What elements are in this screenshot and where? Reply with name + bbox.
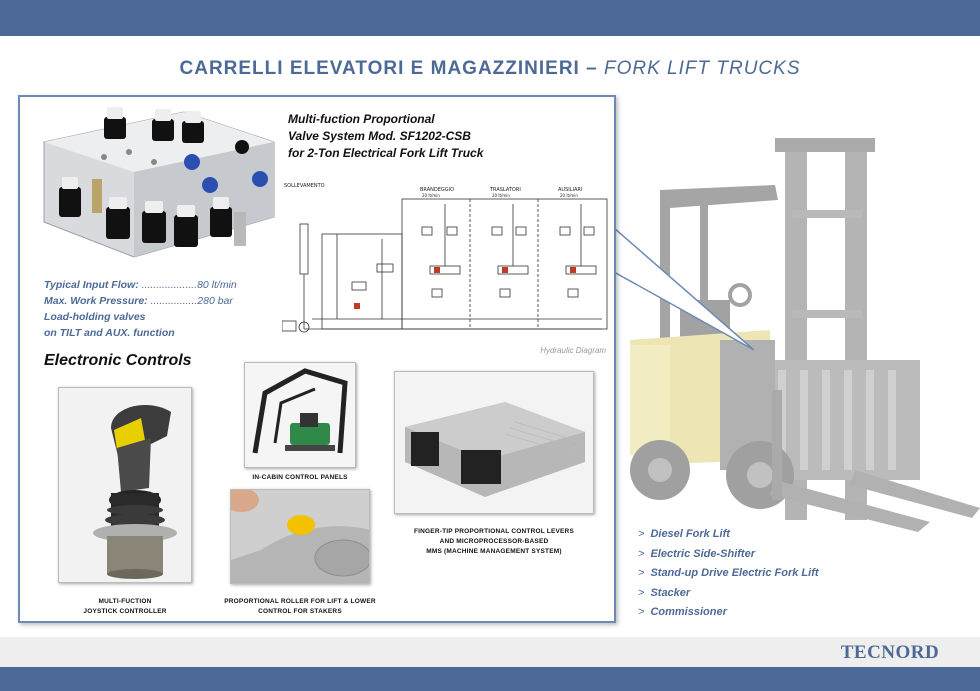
spec-pressure (44, 293, 294, 309)
roller-image (231, 490, 370, 584)
valve-system-title (288, 111, 608, 162)
application-item (638, 603, 958, 623)
brand-logo: TECNORD (840, 642, 940, 663)
diagram-label: SOLLEVAMENTO (284, 183, 325, 189)
feature-text: Load-holding valves (44, 311, 146, 323)
spec-flow (44, 277, 294, 293)
spec-dots: ................... (138, 279, 198, 291)
application-label: Electric Side-Shifter (650, 547, 755, 560)
mms-image (395, 372, 594, 514)
callout-pointer (614, 228, 754, 358)
valve-specs (44, 277, 294, 341)
joystick-caption (58, 597, 192, 617)
bullet-marker: > (638, 547, 645, 560)
caption-line: CONTROL FOR STAKERS (258, 608, 342, 615)
hydraulic-diagram (282, 179, 610, 349)
applications-list (638, 525, 958, 623)
cabin-panel-image (245, 363, 356, 468)
application-item (638, 584, 958, 604)
application-label: Stacker (650, 586, 691, 599)
application-item (638, 525, 958, 545)
page-title (0, 58, 980, 80)
mms-photo (394, 371, 594, 514)
application-label: Stand-up Drive Electric Fork Lift (650, 567, 819, 579)
title-main: CARRELLI ELEVATORI E MAGAZZINIERI (179, 58, 580, 79)
title-sub: FORK LIFT TRUCKS (603, 58, 801, 79)
spec-value: 80 lt/min (197, 279, 237, 291)
application-item (638, 564, 958, 584)
caption-line: PROPORTIONAL ROLLER FOR LIFT & LOWER (224, 598, 376, 605)
caption-line: IN-CABIN CONTROL PANELS (252, 474, 348, 481)
spec-dots: ................ (147, 295, 198, 307)
top-banner (0, 0, 980, 36)
mms-caption (384, 527, 604, 557)
caption-line: AND MICROPROCESSOR-BASED (439, 538, 549, 545)
title-line: for 2-Ton Electrical Fork Lift Truck (288, 146, 484, 160)
caption-line: MMS (MACHINE MANAGEMENT SYSTEM) (426, 548, 562, 555)
product-panel (18, 95, 616, 623)
bullet-marker: > (638, 606, 645, 618)
feature-line (44, 325, 294, 341)
caption-line: MULTI-FUCTION (98, 598, 152, 605)
diagram-label: TRASLATORI (490, 187, 521, 193)
roller-caption (214, 597, 386, 617)
joystick-photo (58, 387, 192, 583)
roller-photo (230, 489, 370, 584)
feature-line (44, 309, 294, 325)
valve-block-image (34, 107, 284, 267)
title-separator: – (586, 58, 598, 79)
diagram-label: 20 lt/min (422, 193, 440, 198)
joystick-image (59, 388, 192, 583)
caption-line: JOYSTICK CONTROLLER (83, 608, 167, 615)
diagram-label: AUSILIARI (558, 187, 583, 193)
application-label: Diesel Fork Lift (650, 528, 730, 540)
diagram-caption: Hydraulic Diagram (540, 346, 606, 355)
title-line: Valve System Mod. SF1202-CSB (288, 129, 471, 143)
cabin-panel-caption (236, 473, 364, 483)
spec-value: 280 bar (197, 295, 233, 307)
application-item (638, 545, 958, 565)
feature-text: on TILT and AUX. function (44, 327, 175, 339)
diagram-label: 20 lt/min (492, 193, 510, 198)
diagram-label: 20 lt/min (560, 193, 578, 198)
bottom-banner (0, 667, 980, 691)
spec-label: Max. Work Pressure: (44, 295, 148, 307)
bullet-marker: > (638, 586, 645, 599)
diagram-label: BRANDEGGIO (420, 187, 455, 193)
application-label: Commissioner (650, 606, 727, 618)
bullet-marker: > (638, 528, 645, 540)
title-line: Multi-fuction Proportional (288, 112, 435, 126)
cabin-panel-photo (244, 362, 356, 468)
electronic-controls-heading: Electronic Controls (44, 352, 192, 369)
spec-label: Typical Input Flow: (44, 279, 139, 291)
bullet-marker: > (638, 567, 645, 579)
caption-line: FINGER-TIP PROPORTIONAL CONTROL LEVERS (413, 528, 574, 535)
